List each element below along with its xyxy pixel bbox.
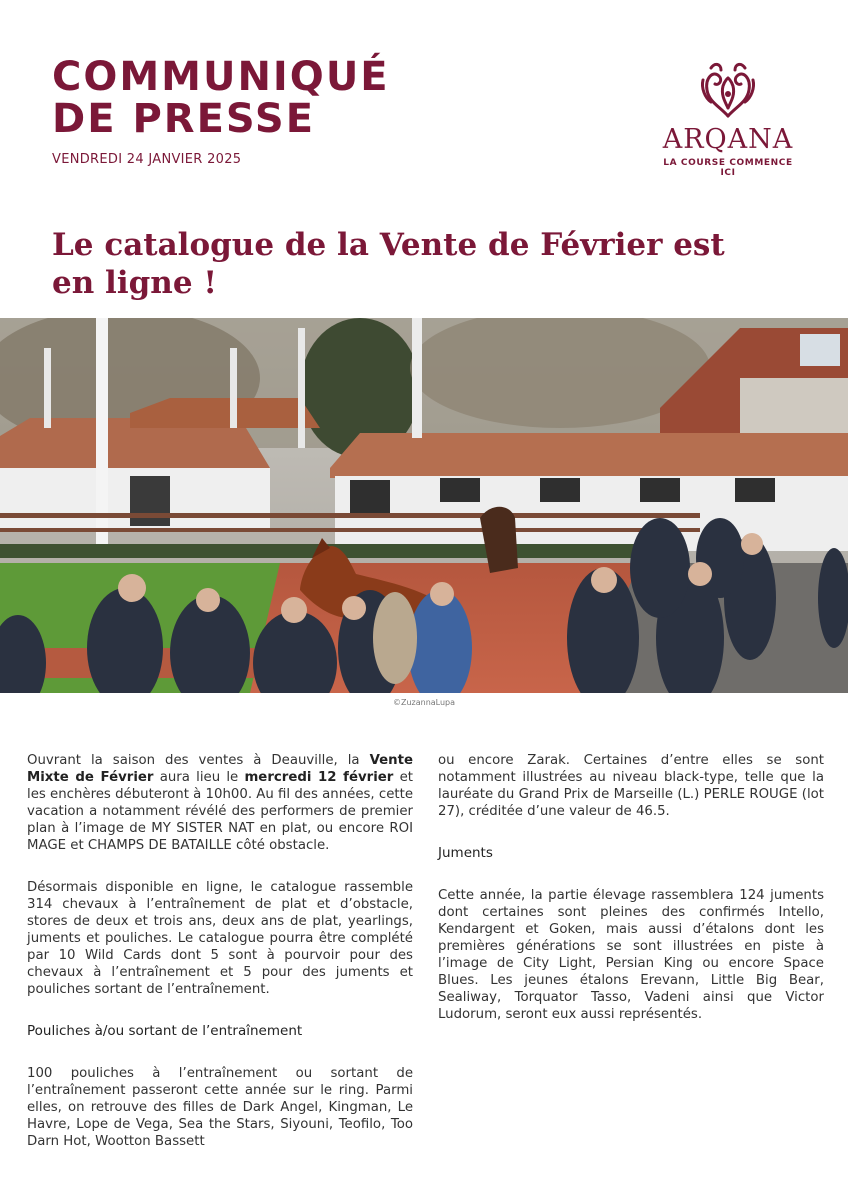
paragraph-intro — [27, 752, 413, 854]
horse-parade-ring-photo — [0, 318, 848, 693]
logo-name: ARQANA — [662, 124, 794, 155]
section-heading-juments: Juments — [438, 845, 493, 861]
intro-text-1: Ouvrant la saison des ventes à Deauville, la — [27, 753, 370, 768]
release-date: VENDREDI 24 JANVIER 2025 — [52, 152, 242, 167]
intro-text-2: aura lieu le — [153, 770, 245, 785]
photo-credit: ©ZuzannaLupa — [392, 698, 456, 707]
section-heading-pouliches: Pouliches à/ou sortant de l’entraînement — [27, 1023, 303, 1039]
paragraph-pouliches-continued: ou encore Zarak. Certaines d’entre elles se sont notamment illustrées au niveau black-type, telle que la lauréate du Grand Prix de Marseille (L.) PERLE ROUGE (lot 27), créditée d’une valeur de 46.5. — [438, 753, 824, 819]
paragraph-pouliches: 100 pouliches à l’entraînement ou sortant de l’entraînement passeront cette année sur le ring. Parmi elles, on retrouve des filles de Dark Angel, Kingman, Le Havre, Lope de Vega, Sea the Stars, Siyouni, Teofilo, Too Darn Hot, Wootton Bassett — [27, 1066, 413, 1149]
arqana-logo — [656, 58, 800, 178]
logo-tagline: LA COURSE COMMENCE ICI — [663, 158, 793, 178]
intro-sale-name: Vente Mixte de Février — [27, 753, 413, 785]
arqana-emblem-icon — [697, 58, 759, 120]
article-right-column — [438, 752, 824, 1048]
paragraph-juments: Cette année, la partie élevage rassemblera 124 juments dont certaines sont pleines des confirmés Intello, Kendargent et Goken, mais aussi d’étalons dont les premières générations se sont illustrées en piste à l’image de City Light, Persian King ou encore Space Blues. Les jeunes étalons Erevann, Little Big Bear, Sealiway, Torquator Tasso, Vadeni ainsi que Victor Ludorum, seront eux aussi représentés. — [438, 888, 824, 1022]
paragraph-catalogue: Désormais disponible en ligne, le catalogue rassemble 314 chevaux à l’entraînement de plat et d’obstacle, stores de deux et trois ans, deux ans de plat, yearlings, juments et pouliches. Le catalogue pourra être complété par 10 Wild Cards dont 5 sont à pourvoir pour des chevaux à l’entraînement et 5 pour des juments et pouliches sortant de l’entraînement. — [27, 880, 413, 997]
press-release-title — [52, 56, 390, 140]
article-left-column — [27, 752, 413, 1175]
title-line-2: DE PRESSE — [52, 96, 316, 142]
headline: Le catalogue de la Vente de Février est en ligne ! — [52, 227, 725, 301]
intro-sale-date: mercredi 12 février — [244, 770, 394, 785]
title-line-1: COMMUNIQUÉ — [52, 54, 390, 100]
intro-text-3: et les enchères débuteront à 10h00. Au fil des années, cette vacation a notamment révélé des performers de premier plan à l’image de MY SISTER NAT en plat, ou encore ROI MAGE et CHAMPS DE BATAILLE côté obstacle. — [27, 770, 413, 853]
